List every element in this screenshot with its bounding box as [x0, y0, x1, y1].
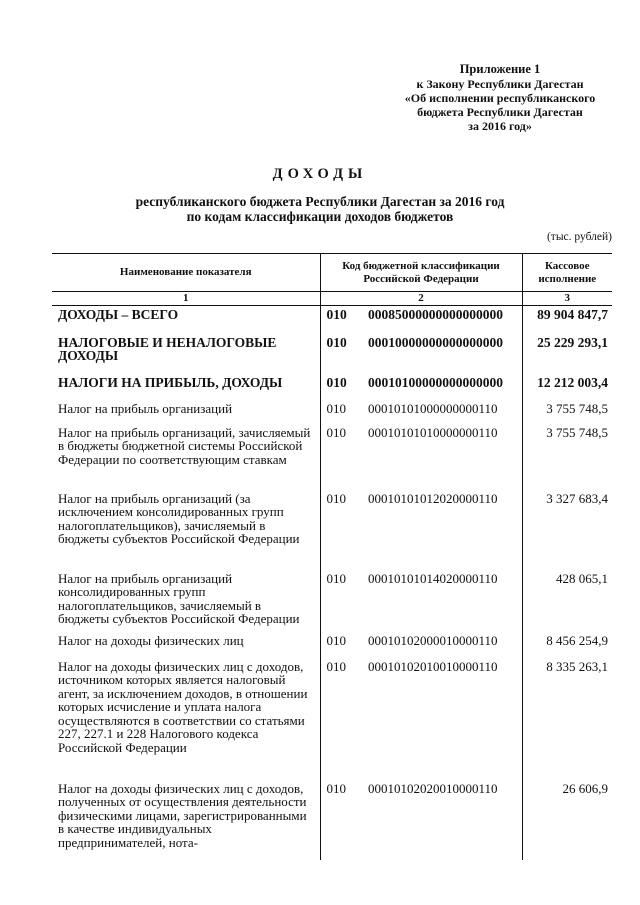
row-name: Налог на доходы физических лиц — [58, 632, 244, 648]
row-admin-code: 010 — [320, 424, 360, 490]
document-subtitle — [0, 194, 640, 224]
row-code: 00010000000000000000 — [368, 334, 503, 350]
table-row — [52, 658, 612, 780]
appendix-line: «Об исполнении республиканского — [404, 91, 596, 105]
row-admin-code: 010 — [320, 632, 360, 658]
row-name: НАЛОГИ НА ПРИБЫЛЬ, ДОХОДЫ — [58, 374, 283, 390]
appendix-line: к Закону Республики Дагестан — [416, 77, 584, 91]
header-name: Наименование показателя — [52, 254, 320, 292]
table-row — [52, 780, 612, 860]
row-amount: 89 904 847,7 — [522, 306, 612, 334]
appendix-head: Приложение 1 — [459, 62, 541, 76]
row-amount: 3 755 748,5 — [522, 424, 612, 490]
row-code: 00010101000000000110 — [368, 400, 498, 416]
row-name: ДОХОДЫ – ВСЕГО — [58, 307, 179, 322]
row-amount: 12 212 003,4 — [522, 374, 612, 400]
table-row — [52, 400, 612, 424]
appendix-line: бюджета Республики Дагестан — [417, 105, 583, 119]
row-code: 00010101014020000110 — [368, 570, 498, 586]
row-admin-code: 010 — [320, 306, 360, 334]
header-amount: Кассовое исполнение — [522, 254, 612, 292]
appendix-line: за 2016 год» — [468, 119, 532, 133]
row-code: 00010102020010000110 — [368, 780, 498, 796]
row-name: Налог на прибыль организаций консолидированных групп налогоплательщиков, зачисляемый в бюджеты субъектов Российской Федерации — [58, 570, 300, 626]
row-amount: 26 606,9 — [522, 780, 612, 860]
row-code: 00085000000000000000 — [368, 307, 503, 322]
row-code: 00010100000000000000 — [368, 374, 503, 390]
units-label: (тыс. рублей) — [546, 231, 612, 243]
row-admin-code: 010 — [320, 400, 360, 424]
row-admin-code: 010 — [320, 570, 360, 632]
table-row — [52, 632, 612, 658]
row-name: Налог на доходы физических лиц с доходов, полученных от осуществления деятельности физическими лицами, зарегистрированными в качестве индивидуальных предпринимателей, нота- — [58, 780, 307, 850]
column-number: 2 — [320, 292, 522, 306]
row-amount: 3 327 683,4 — [522, 490, 612, 570]
row-name: Налог на прибыль организаций — [58, 400, 233, 416]
row-admin-code: 010 — [320, 490, 360, 570]
row-admin-code: 010 — [320, 780, 360, 860]
row-code: 00010101010000000110 — [368, 424, 498, 440]
table-row — [52, 306, 612, 334]
row-name: НАЛОГОВЫЕ И НЕНАЛОГОВЫЕ ДОХОДЫ — [58, 334, 277, 363]
row-admin-code: 010 — [320, 374, 360, 400]
row-name: Налог на прибыль организаций, зачисляемый в бюджеты бюджетной системы Российской Федерации по соответствующим ставкам — [58, 424, 311, 467]
row-code: 00010102000010000110 — [368, 632, 498, 648]
header-code: Код бюджетной классификации Российской Федерации — [320, 254, 522, 292]
column-number: 3 — [522, 292, 612, 306]
document-title: ДОХОДЫ — [272, 166, 368, 182]
row-amount: 8 335 263,1 — [522, 658, 612, 780]
row-code: 00010101012020000110 — [368, 490, 498, 506]
table-row — [52, 424, 612, 490]
row-amount: 8 456 254,9 — [522, 632, 612, 658]
row-amount: 25 229 293,1 — [522, 334, 612, 374]
row-code: 00010102010010000110 — [368, 658, 498, 674]
row-name: Налог на доходы физических лиц с доходов, источником которых является налоговый агент, за исключением доходов, в отношении которых исчисление и уплата налога осуществляются в соответствии со статьями 227, 227.1 и 228 Налогового кодекса Российской Федерации — [58, 658, 308, 755]
table-row — [52, 570, 612, 632]
row-amount: 3 755 748,5 — [522, 400, 612, 424]
subtitle-line: республиканского бюджета Республики Дагестан за 2016 год — [135, 194, 505, 209]
appendix-block — [380, 62, 620, 133]
table-row — [52, 490, 612, 570]
row-admin-code: 010 — [320, 334, 360, 374]
row-admin-code: 010 — [320, 658, 360, 780]
table-row — [52, 374, 612, 400]
row-name: Налог на прибыль организаций (за исключением консолидированных групп налогоплательщиков), зачисляемый в бюджеты субъектов Российской Федерации — [58, 490, 300, 546]
table-row — [52, 334, 612, 374]
revenue-table — [52, 253, 612, 860]
subtitle-line: по кодам классификации доходов бюджетов — [186, 209, 454, 224]
column-number: 1 — [52, 292, 320, 306]
row-amount: 428 065,1 — [522, 570, 612, 632]
